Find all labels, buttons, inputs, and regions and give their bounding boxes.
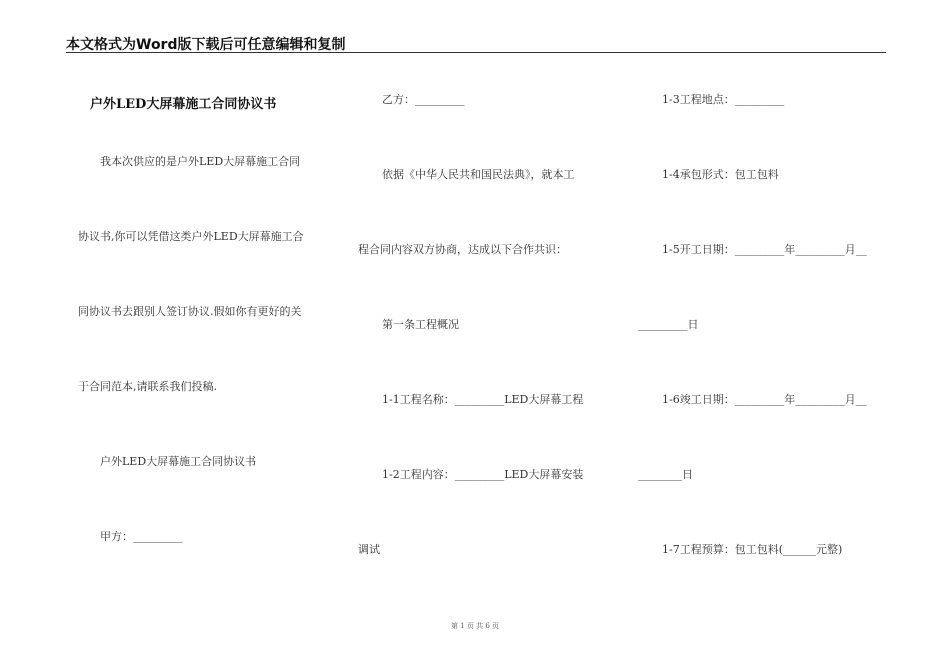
column1-line: 我本次供应的是户外LED大屏幕施工合同: [100, 155, 301, 168]
column3-line: ________日: [638, 468, 693, 481]
page-header-title: 本文格式为Word版下载后可任意编辑和复制: [66, 37, 346, 53]
column1-line: 户外LED大屏幕施工合同协议书: [100, 455, 257, 468]
column2-line: 程合同内容双方协商，达成以下合作共识：: [358, 243, 567, 256]
column1-line: 于合同范本,请联系我们投稿.: [78, 380, 217, 393]
column3-line: 1-5开工日期：_________年_________月__: [662, 243, 867, 256]
column3-line: 1-7工程预算：包工包料(______元整): [662, 543, 843, 556]
party-b-line: 乙方：_________: [382, 93, 465, 106]
column1-line: 同协议书去跟别人签订协议.假如你有更好的关: [78, 305, 302, 318]
column2-line: 1-2工程内容：_________LED大屏幕安装: [382, 468, 584, 481]
page-number: 第 1 页 共 6 页: [450, 622, 500, 630]
header-divider: [66, 52, 886, 53]
column3-line: 1-4承包形式：包工包料: [662, 168, 779, 181]
column3-line: 1-6竣工日期：_________年_________月__: [662, 393, 867, 406]
column1-line: 协议书,你可以凭借这类户外LED大屏幕施工合: [78, 230, 304, 243]
column3-line: 1-3工程地点：_________: [662, 93, 785, 106]
party-a-line: 甲方：_________: [100, 530, 183, 543]
column2-line: 1-1工程名称：_________LED大屏幕工程: [382, 393, 584, 406]
document-title: 户外LED大屏幕施工合同协议书: [90, 97, 277, 112]
column2-line: 依据《中华人民共和国民法典》，就本工: [382, 168, 575, 181]
column3-line: _________日: [638, 318, 699, 331]
column2-line: 调试: [358, 543, 380, 556]
section-heading: 第一条工程概况: [382, 318, 459, 331]
